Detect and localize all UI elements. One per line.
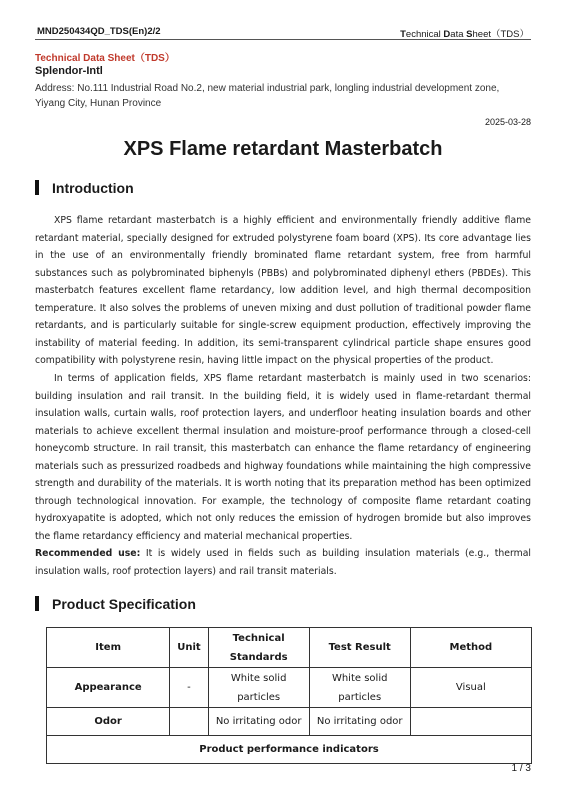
company-name: Splendor-Intl bbox=[35, 65, 103, 77]
cell-standard: No irritating odor bbox=[208, 708, 309, 736]
company-address: Address: No.111 Industrial Road No.2, new material industrial park, longling industrial development zone, Yiyang City, Hunan Province bbox=[35, 83, 500, 109]
col-item: Item bbox=[47, 628, 170, 668]
document-date: 2025-03-28 bbox=[484, 117, 531, 127]
section-heading-introduction: Introduction bbox=[35, 180, 134, 196]
cell-standard: White solid particles bbox=[208, 668, 309, 708]
cell-method: Visual bbox=[410, 668, 531, 708]
cell-item: Odor bbox=[47, 708, 170, 736]
col-technical-standards: Technical Standards bbox=[208, 628, 309, 668]
header-doc-type: Technical Data Sheet（TDS） bbox=[400, 29, 529, 40]
cell-method bbox=[410, 708, 531, 736]
table-header-row bbox=[47, 628, 532, 668]
section-bar-icon bbox=[35, 596, 39, 611]
cell-unit bbox=[170, 708, 208, 736]
spec-table bbox=[46, 627, 532, 764]
recommended-use-text: It is widely used in fields such as building insulation materials (e.g., thermal insulation walls, roof protection layers) and rail transit materials. bbox=[35, 548, 531, 577]
table-row bbox=[47, 708, 532, 736]
cell-item: Appearance bbox=[47, 668, 170, 708]
section-row-label: Product performance indicators bbox=[47, 736, 532, 764]
recommended-use bbox=[35, 545, 531, 580]
table-section-row bbox=[47, 736, 532, 764]
page-header bbox=[35, 25, 531, 40]
recommended-use-label: Recommended use: bbox=[35, 548, 141, 559]
col-test-result: Test Result bbox=[309, 628, 410, 668]
table-row bbox=[47, 668, 532, 708]
intro-paragraph-1: XPS flame retardant masterbatch is a highly efficient and environmentally friendly additive flame retardant material, specially designed for extruded polystyrene foam board (XPS). Its core advantage lies in the use of an environmentally friendly brominated flame retardant system, free from harmful substances such as polybrominated biphenyls (PBBs) and polybrominated diphenyl ethers (PBDEs). This masterbatch features excellent flame retardancy, low addition level, and high thermal decomposition temperature. It also solves the problems of uneven mixing and dust pollution of traditional powder flame retardants, and is particularly suitable for single-screw equipment production, effectively improving the instability of material feeding. In addition, its semi-transparent cylindrical particle shape ensures good compatibility with polystyrene resin, having little impact on the physical properties of the product. bbox=[35, 215, 531, 366]
doc-code: MND250434QD_TDS(En)2/2 bbox=[37, 26, 161, 37]
intro-paragraph-2: In terms of application fields, XPS flame retardant masterbatch is mainly used in two scenarios: building insulation and rail transit. In the building field, it is widely used in flame-retardant thermal insulation walls, curtain walls, roof protection layers, and underfloor heating insulation boards and other materials to achieve excellent thermal insulation and moisture-proof performance through a closed-cell honeycomb structure. In rail transit, this masterbatch can enhance the flame retardancy of engineering materials such as pressurized roadbeds and highway foundations while maintaining the high compressive strength and durability of the materials. It is worth noting that its preparation method has been optimized through technological innovation. For example, the technology of composite flame retardant coating hydroxyapatite is adopted, which not only reduces the emission of hydrogen bromide but also improves the flame retardancy efficiency and material mechanical properties. bbox=[35, 373, 531, 542]
col-method: Method bbox=[410, 628, 531, 668]
section-bar-icon bbox=[35, 180, 39, 195]
cell-unit: - bbox=[170, 668, 208, 708]
page-title: XPS Flame retardant Masterbatch bbox=[123, 138, 443, 160]
section-heading-specification: Product Specification bbox=[35, 596, 196, 612]
page-number: 1 / 3 bbox=[511, 763, 531, 774]
col-unit: Unit bbox=[170, 628, 208, 668]
tds-label: Technical Data Sheet（TDS） bbox=[35, 53, 175, 64]
cell-result: No irritating odor bbox=[309, 708, 410, 736]
cell-result: White solid particles bbox=[309, 668, 410, 708]
